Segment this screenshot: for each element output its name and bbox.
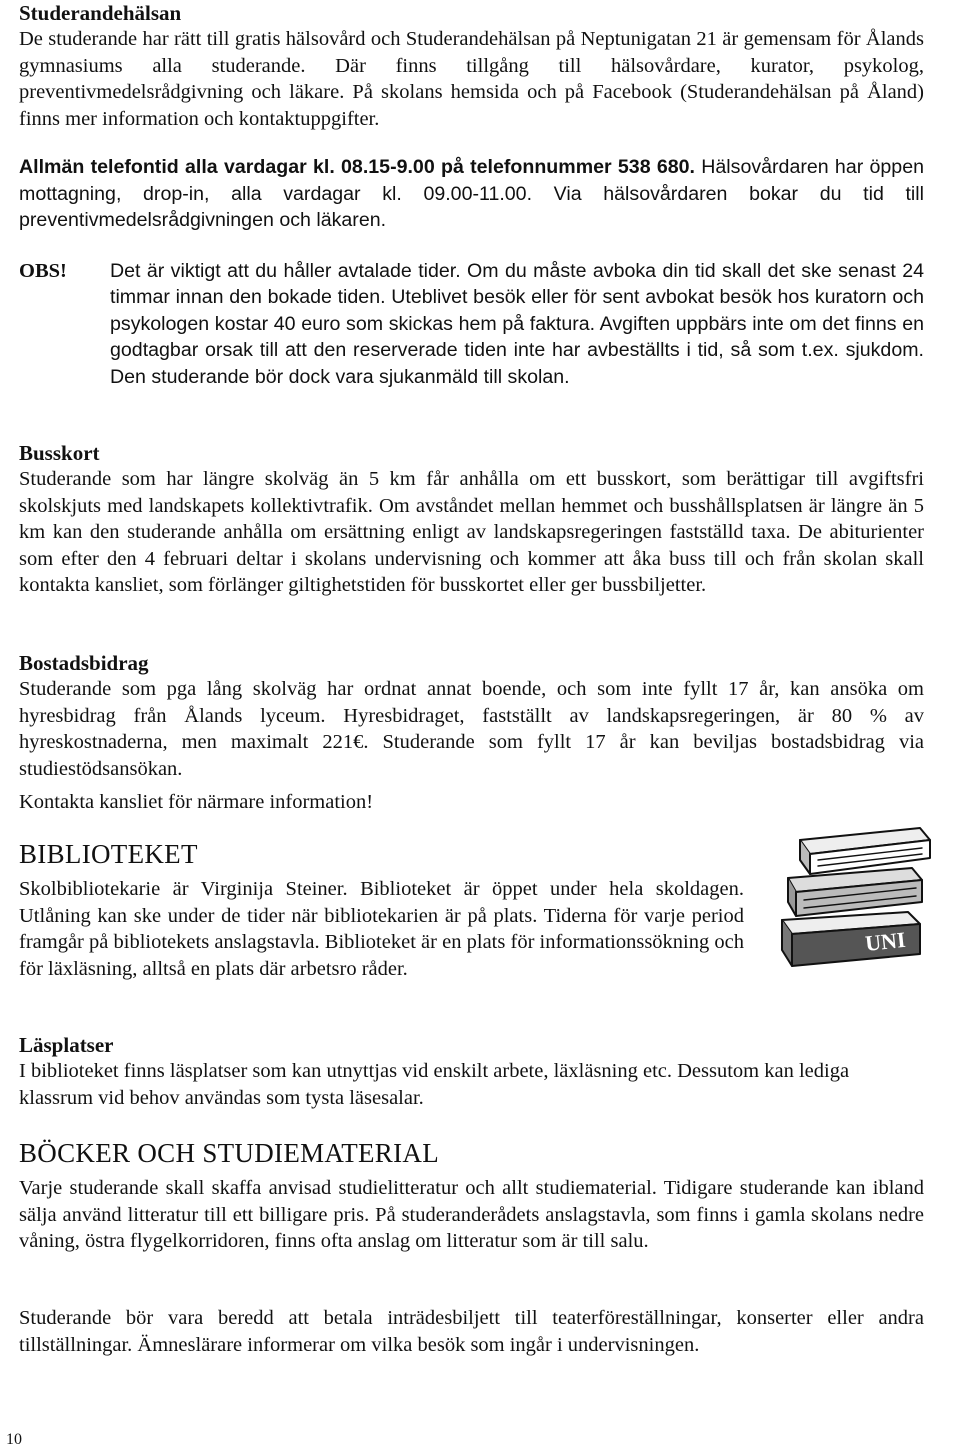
- phone-hours: Allmän telefontid alla vardagar kl. 08.15-9.00 på telefonnummer 538 680.: [19, 156, 695, 178]
- bocker-block-2: [19, 1305, 924, 1358]
- obs-label: OBS!: [19, 260, 67, 282]
- section-lasplatser: [19, 1032, 924, 1111]
- phone-info: [19, 154, 924, 234]
- heading-studerandehalsan: Studerandehälsan: [19, 1, 182, 25]
- phone-rest: Hälsovårdaren har öppen mottagning, drop-in, alla vardagar kl. 09.00-11.00. Via hälsovårdaren bokar du tid till preventivmedelsrådgivningen och läkaren.: [19, 156, 924, 232]
- heading-bostadsbidrag: Bostadsbidrag: [19, 651, 149, 675]
- bocker-text-2: Studerande bör vara beredd att betala inträdesbiljett till teaterföreställningar, konserter eller andra tillställningar. Ämneslärare informerar om vilka besök som ingår i undervisningen.: [19, 1307, 924, 1356]
- heading-busskort: Busskort: [19, 441, 100, 465]
- bibliotek-text: Skolbibliotekarie är Virginija Steiner. Biblioteket är öppet under hela skoldagen. Utlåning kan ske under de tider när bibliotekarien är på plats. Tiderna för varje period framgår på bibliotekets anslagstavla. Biblioteket är en plats för informationssökning och för läxläsning, alltså en plats där arbetsro råder.: [19, 878, 744, 980]
- page-number: 10: [6, 1431, 22, 1448]
- heading-bibliotek: BIBLIOTEKET: [19, 839, 198, 869]
- bostadsbidrag-text: Studerande som pga lång skolväg har ordnat annat boende, och som inte fyllt 17 år, kan ansöka om hyresbidrag från Ålands lyceum. Hyresbidraget, fastställt av landskapsregeringen, är 80 % av hyreskostnaderna, men maximalt 221€. Studerande som fyllt 17 år kan beviljas bostadsbidrag via studiestödsansökan.: [19, 678, 924, 780]
- section-busskort: [19, 440, 924, 599]
- lasplatser-text: I biblioteket finns läsplatser som kan utnyttjas vid enskilt arbete, läxläsning etc. Dessutom kan lediga klassrum vid behov användas som tysta läsesalar.: [19, 1060, 850, 1109]
- books-illustration: [770, 820, 938, 975]
- bocker-text-1: Varje studerande skall skaffa anvisad studielitteratur och allt studiematerial. Tidigare studerande kan ibland sälja använd litteratur till ett billigare pris. På studeranderådets anslagstavla, som finns i gamla skolans nedre våning, östra flygelkorridoren, finns ofta anslag om litteratur som är till salu.: [19, 1177, 924, 1253]
- book-spine-label: UNI: [863, 926, 907, 956]
- studerandehalsan-intro: De studerande har rätt till gratis hälsovård och Studerandehälsan på Neptunigatan 21 är gemensam för Ålands gymnasiums alla studerande. Där finns tillgång till hälsovårdare, kurator, psykolog, preventivmedelsrådgivning och läkare. På skolans hemsida och på Facebook (Studerandehälsan på Åland) finns mer information och kontaktuppgifter.: [19, 28, 924, 130]
- section-studerandehalsan: [19, 0, 924, 132]
- bostadsbidrag-contact-block: [19, 789, 924, 816]
- heading-bocker: BÖCKER OCH STUDIEMATERIAL: [19, 1138, 440, 1168]
- heading-lasplatser: Läsplatser: [19, 1033, 114, 1057]
- section-bocker: [19, 1137, 924, 1255]
- section-bostadsbidrag: [19, 650, 924, 782]
- section-bibliotek: [19, 838, 744, 982]
- busskort-text: Studerande som har längre skolväg än 5 km får anhålla om ett busskort, som berättigar till avgiftsfri skolskjuts med landskapets kollektivtrafik. Om avståndet mellan hemmet och busshållsplatsen är längre än 5 km kan den studerande anhålla om ersättning enligt av landskapsregeringen fastställd taxa. De abiturienter som efter den 4 februari deltar i skolans undervisning och kommer att åka buss till och från skolan skall kontakta kansliet, som förlänger giltighetstiden för busskortet eller ger bussbiljetter.: [19, 468, 924, 597]
- obs-text: Det är viktigt att du håller avtalade tider. Om du måste avboka din tid skall det ske senast 24 timmar innan den bokade tiden. Uteblivet besök eller för sent avbokat besök hos kuratorn och psykologen kostar 40 euro som skickas hem på faktura. Avgiften uppbärs inte om det finns en godtagbar orsak till att den reserverade tiden inte har avbeställts i tid, så som t.ex. sjukdom. Den studerande bör dock vara sjukanmäld till skolan.: [110, 260, 924, 388]
- bostadsbidrag-contact: Kontakta kansliet för närmare information!: [19, 791, 374, 813]
- obs-notice: [19, 258, 924, 418]
